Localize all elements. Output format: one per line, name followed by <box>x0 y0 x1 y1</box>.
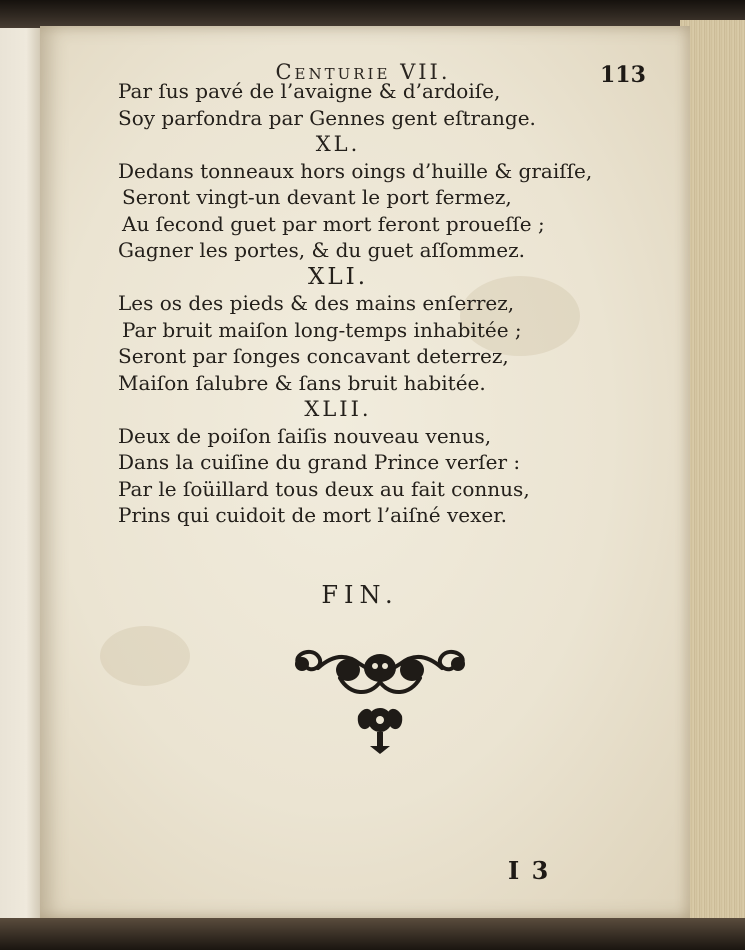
verse-line: Soy parfondra par Gennes gent eſtrange. <box>118 105 536 130</box>
verse-line: Au ſecond guet par mort feront proueſſe ; <box>122 211 545 236</box>
foxing-stain <box>100 626 190 686</box>
quatrain-number: XLII. <box>304 397 372 421</box>
floral-tailpiece-ornament-icon <box>280 638 480 758</box>
verse-line: Les os des pieds & des mains enſerrez, <box>118 291 515 315</box>
verse-line: Dedans tonneaux hors oings d’huille & graiſſe, <box>118 158 593 183</box>
book-page <box>40 26 690 918</box>
signature-mark: I 3 <box>508 856 551 885</box>
fin-heading: FIN. <box>321 581 399 609</box>
quatrain-number: XL. <box>315 132 361 156</box>
verse-line: Deux de poiſon ſaiſis nouveau venus, <box>118 423 492 448</box>
verse-block <box>118 78 618 529</box>
bottom-shadow <box>0 918 745 950</box>
verse-line: Maiſon ſalubre & ſans bruit habitée. <box>118 370 486 395</box>
verse-line: Seront par ſonges concavant deterrez, <box>118 344 509 368</box>
running-title: Centurie VII. <box>275 60 451 84</box>
verse-line: Par le ſoüillard tous deux au fait connus, <box>118 476 530 501</box>
verse-line: Prins qui cuidoit de mort l’aiſné vexer. <box>118 503 507 527</box>
verse-line: Par ſus pavé de l’avaigne & d’ardoiſe, <box>118 79 501 103</box>
verse-line: Dans la cuiſine du grand Prince verſer : <box>118 450 521 474</box>
verse-line: Par bruit maiſon long-temps inhabitée ; <box>122 317 522 342</box>
quatrain-number: XLI. <box>307 263 369 290</box>
verse-line: Seront vingt-un devant le port fermez, <box>122 185 512 209</box>
left-page-margin <box>0 28 44 920</box>
verse-line: Gagner les portes, & du guet aſſommez. <box>118 238 525 262</box>
page-number: 113 <box>600 62 646 88</box>
